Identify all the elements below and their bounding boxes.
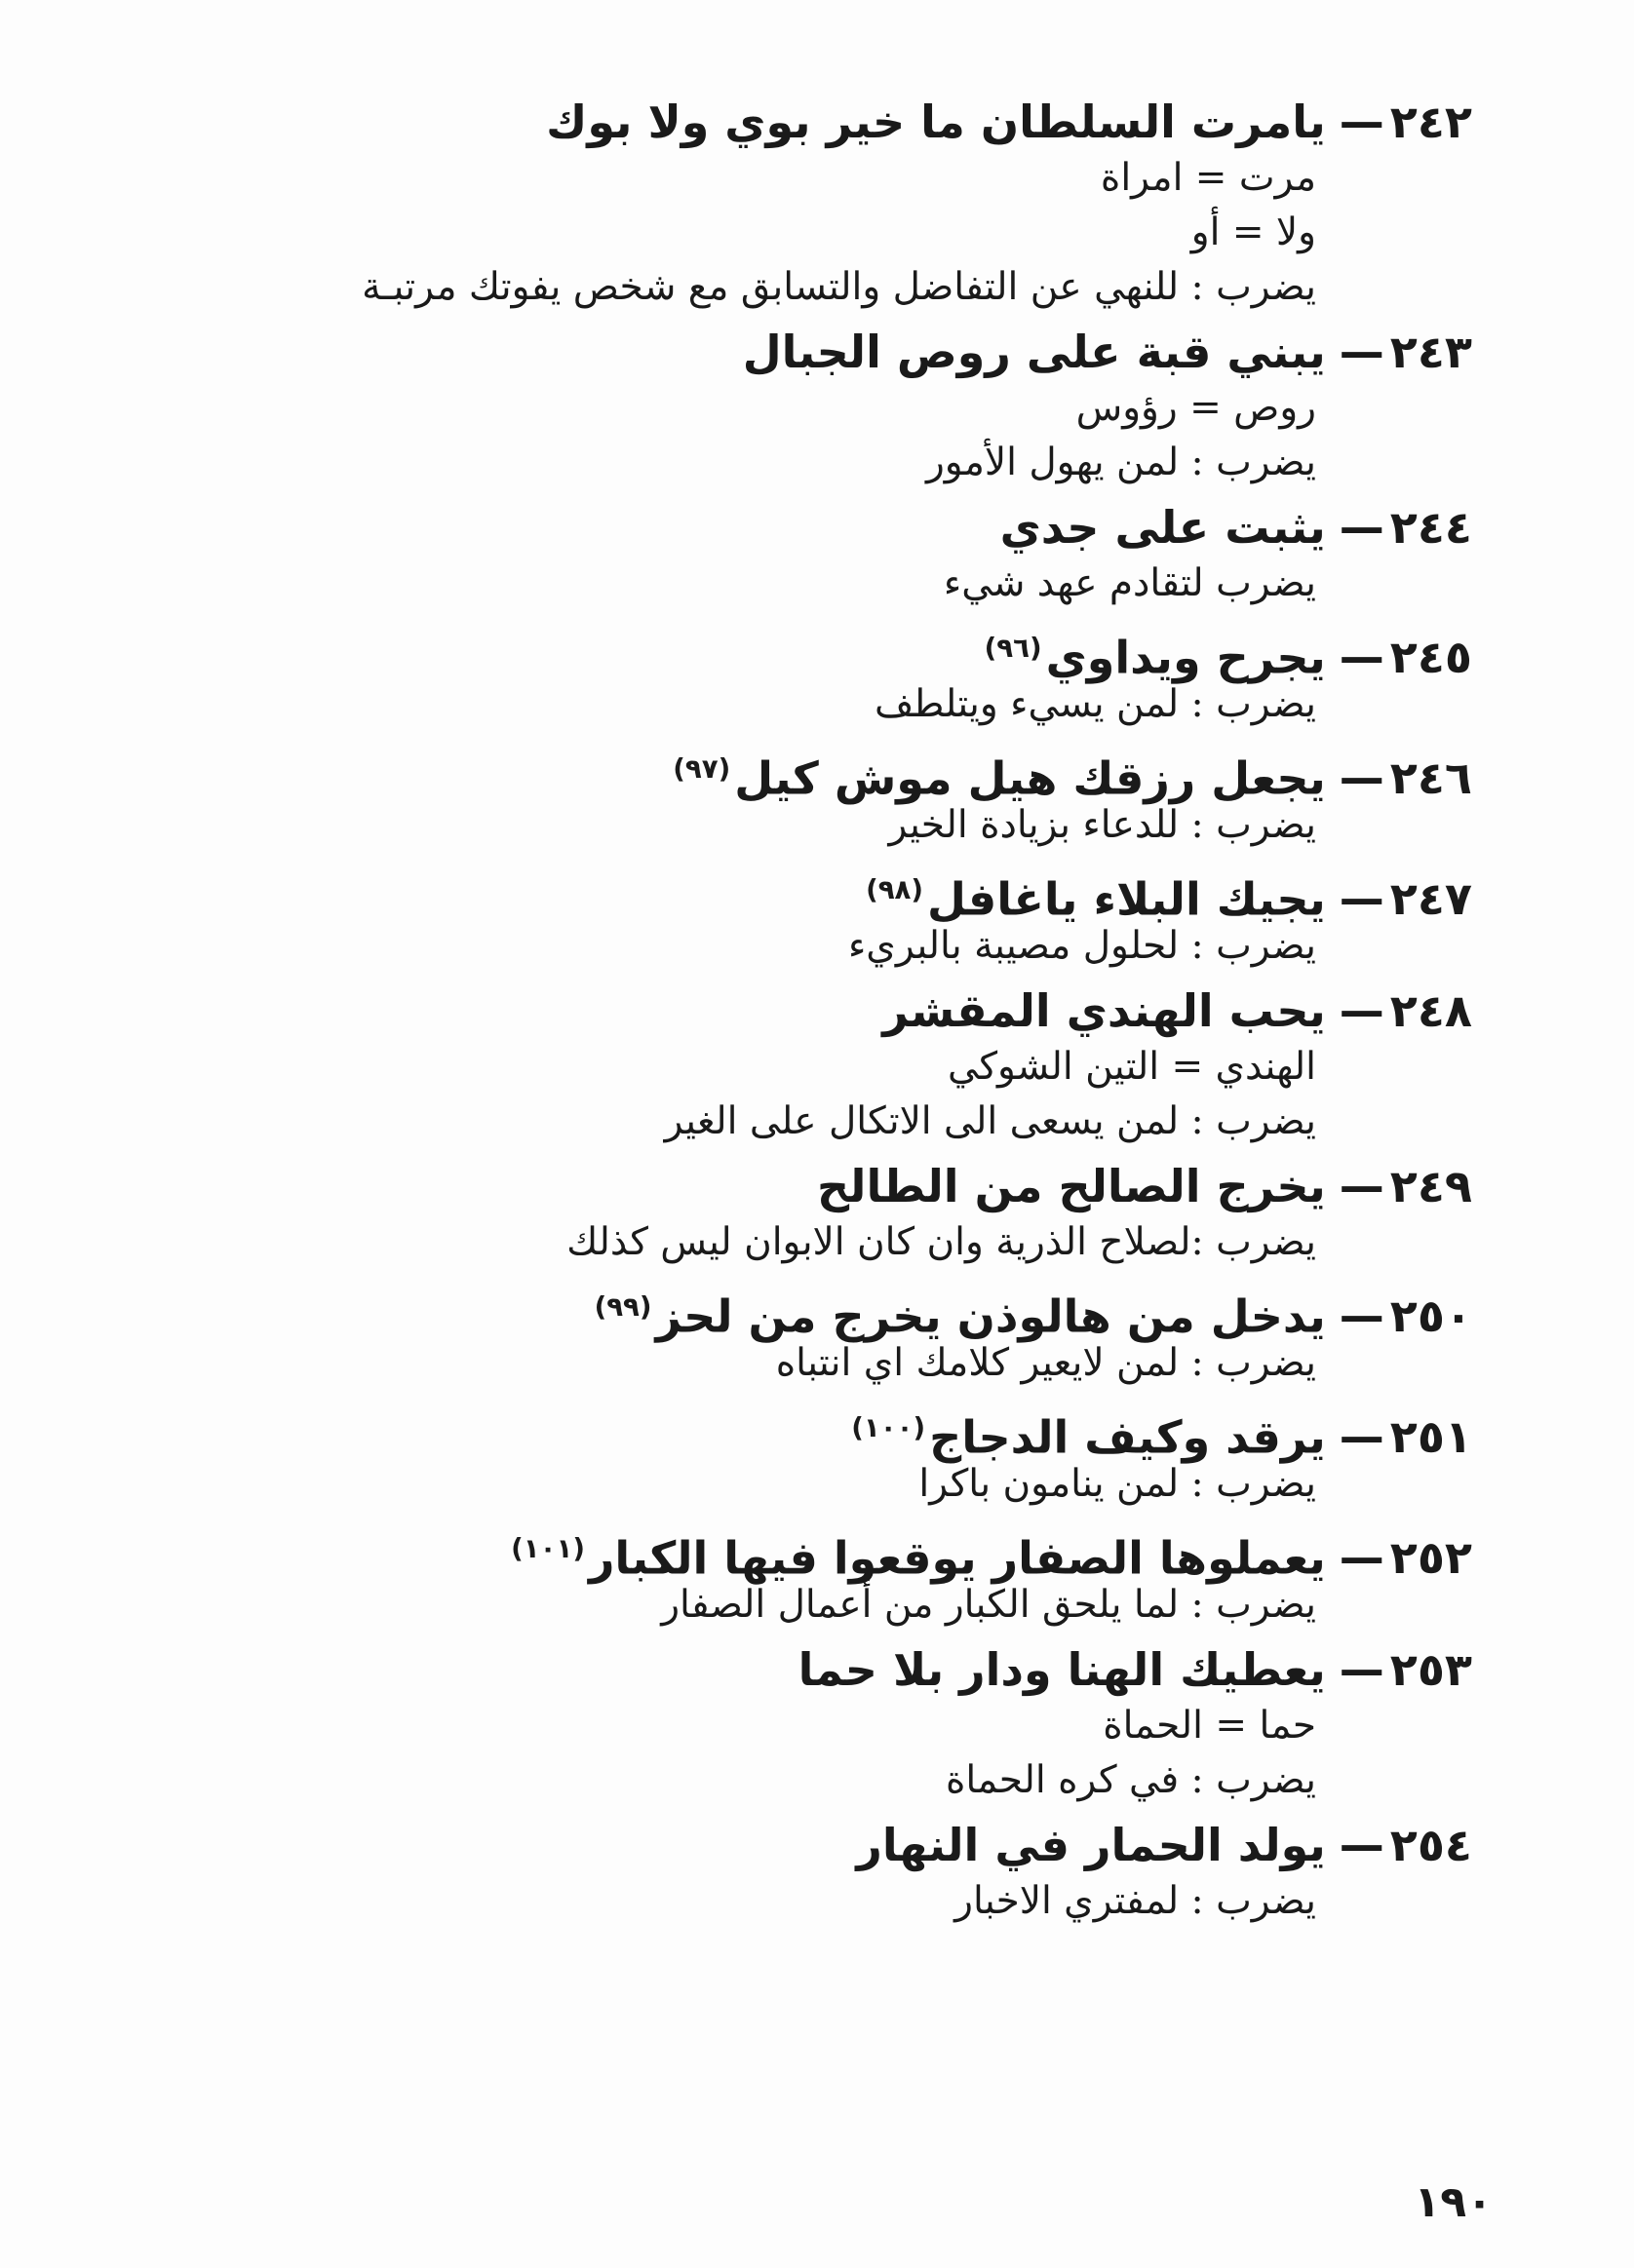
proverb-title: يخرج الصالح من الطالح: [817, 1160, 1326, 1212]
explanation-line: يضرب : للدعاء بزيادة الخير: [888, 803, 1316, 847]
proverb-heading: [127, 1816, 1472, 1874]
proverb-title: يجيك البلاء ياغافل: [927, 872, 1326, 926]
proverb-entry: [127, 323, 1472, 490]
proverb-heading: [127, 981, 1472, 1040]
dash-separator: —: [1339, 501, 1384, 554]
explanation-line: يضرب : لمن لايعير كلامك اي انتباه: [775, 1341, 1316, 1385]
proverb-number: ٢٤٢: [1389, 96, 1472, 148]
explanation-line: يضرب : لمفتري الاخبار: [954, 1879, 1316, 1923]
footnote-marker: (٩٨): [866, 873, 924, 905]
proverb-title: يامرت السلطان ما خير بوي ولا بوك: [546, 96, 1326, 148]
dash-separator: —: [1339, 1410, 1384, 1464]
explanation-line: يضرب لتقادم عهد شيء: [943, 561, 1316, 605]
explanation-line: يضرب : لمن يسيء ويتلطف: [875, 682, 1316, 726]
proverb-list: [127, 93, 1472, 1929]
proverb-number: ٢٥٠: [1389, 1289, 1472, 1343]
proverb-title: يبني قبة على روص الجبال: [742, 326, 1326, 378]
proverb-heading: [127, 619, 1472, 684]
explanation-line: يضرب : لمن ينامون باكرا: [918, 1462, 1316, 1506]
proverb-number: ٢٤٧: [1389, 872, 1472, 926]
proverb-number: ٢٥١: [1389, 1410, 1472, 1464]
proverb-number: ٢٥٤: [1389, 1819, 1472, 1871]
proverb-heading: [127, 1640, 1472, 1699]
dash-separator: —: [1339, 1819, 1384, 1871]
proverb-heading: [127, 861, 1472, 926]
proverb-entry: [127, 498, 1472, 611]
proverb-title: يعطيك الهنا ودار بلا حما: [798, 1643, 1326, 1696]
proverb-entry: [127, 1640, 1472, 1808]
explanation-line: يضرب : لمن يهول الأمور: [925, 441, 1316, 484]
proverb-number: ٢٤٤: [1389, 501, 1472, 554]
proverb-heading: [127, 93, 1472, 151]
explanation-line: مرت = امراة: [1100, 156, 1316, 200]
explanation-line: روص = رؤوس: [1075, 386, 1316, 430]
proverb-entry: [127, 619, 1472, 732]
dash-separator: —: [1339, 872, 1384, 926]
dash-separator: —: [1339, 1289, 1384, 1343]
dash-separator: —: [1339, 326, 1384, 378]
proverb-number: ٢٤٨: [1389, 984, 1472, 1037]
footnote-marker: (١٠٠): [851, 1411, 926, 1443]
explanation-line: الهندي = التين الشوكي: [947, 1045, 1316, 1089]
proverb-title: يرقد وكيف الدجاج: [929, 1410, 1326, 1464]
dash-separator: —: [1339, 1643, 1384, 1696]
proverb-number: ٢٥٢: [1389, 1531, 1472, 1585]
proverb-title: يعملوها الصفار يوقعوا فيها الكبار: [588, 1531, 1326, 1585]
proverb-heading: [127, 498, 1472, 557]
explanation-line: يضرب : في كره الحماة: [945, 1758, 1316, 1802]
proverb-number: ٢٥٣: [1389, 1643, 1472, 1696]
proverb-entry: [127, 981, 1472, 1149]
proverb-heading: [127, 1278, 1472, 1343]
footnote-marker: (٩٧): [673, 752, 731, 785]
proverb-entry: [127, 1278, 1472, 1391]
proverb-title: يدخل من هالوذن يخرج من لحز: [655, 1289, 1326, 1343]
proverb-entry: [127, 1157, 1472, 1270]
page-number: ١٩٠: [1414, 2177, 1493, 2227]
proverb-number: ٢٤٣: [1389, 326, 1472, 378]
proverb-number: ٢٤٩: [1389, 1160, 1472, 1212]
dash-separator: —: [1339, 1531, 1384, 1585]
dash-separator: —: [1339, 96, 1384, 148]
proverb-heading: [127, 1157, 1472, 1215]
footnote-marker: (٩٦): [984, 632, 1042, 664]
proverb-entry: [127, 740, 1472, 853]
proverb-heading: [127, 740, 1472, 805]
proverb-title: يجعل رزقك هيل موش كيل: [734, 751, 1326, 805]
proverb-entry: [127, 1816, 1472, 1929]
dash-separator: —: [1339, 631, 1384, 684]
explanation-line: يضرب :لصلاح الذرية وان كان الابوان ليس كذلك: [566, 1220, 1316, 1264]
explanation-line: يضرب : لمن يسعى الى الاتكال على الغير: [664, 1099, 1316, 1143]
dash-separator: —: [1339, 1160, 1384, 1212]
dash-separator: —: [1339, 751, 1384, 805]
proverb-title: يحب الهندي المقشر: [882, 984, 1326, 1037]
proverb-number: ٢٤٥: [1389, 631, 1472, 684]
proverb-entry: [127, 93, 1472, 315]
proverb-entry: [127, 861, 1472, 974]
proverb-heading: [127, 1519, 1472, 1585]
explanation-line: ولا = أو: [1190, 211, 1316, 254]
explanation-line: يضرب : لحلول مصيبة بالبريء: [847, 924, 1316, 968]
proverb-entry: [127, 1399, 1472, 1512]
proverb-heading: [127, 1399, 1472, 1464]
proverb-title: يجرح ويداوي: [1045, 631, 1326, 684]
proverb-title: يولد الحمار في النهار: [856, 1819, 1326, 1871]
proverb-number: ٢٤٦: [1389, 751, 1472, 805]
proverb-title: يثبت على جدي: [999, 501, 1326, 554]
explanation-line: حما = الحماة: [1103, 1704, 1316, 1748]
explanation-line: يضرب : للنهي عن التفاضل والتسابق مع شخص يفوتك مرتبـة: [362, 265, 1316, 309]
footnote-marker: (١٠١): [511, 1532, 585, 1564]
proverb-entry: [127, 1519, 1472, 1633]
footnote-marker: (٩٩): [594, 1290, 652, 1323]
explanation-line: يضرب : لما يلحق الكبار من أعمال الصفار: [661, 1583, 1316, 1627]
dash-separator: —: [1339, 984, 1384, 1037]
proverb-heading: [127, 323, 1472, 381]
